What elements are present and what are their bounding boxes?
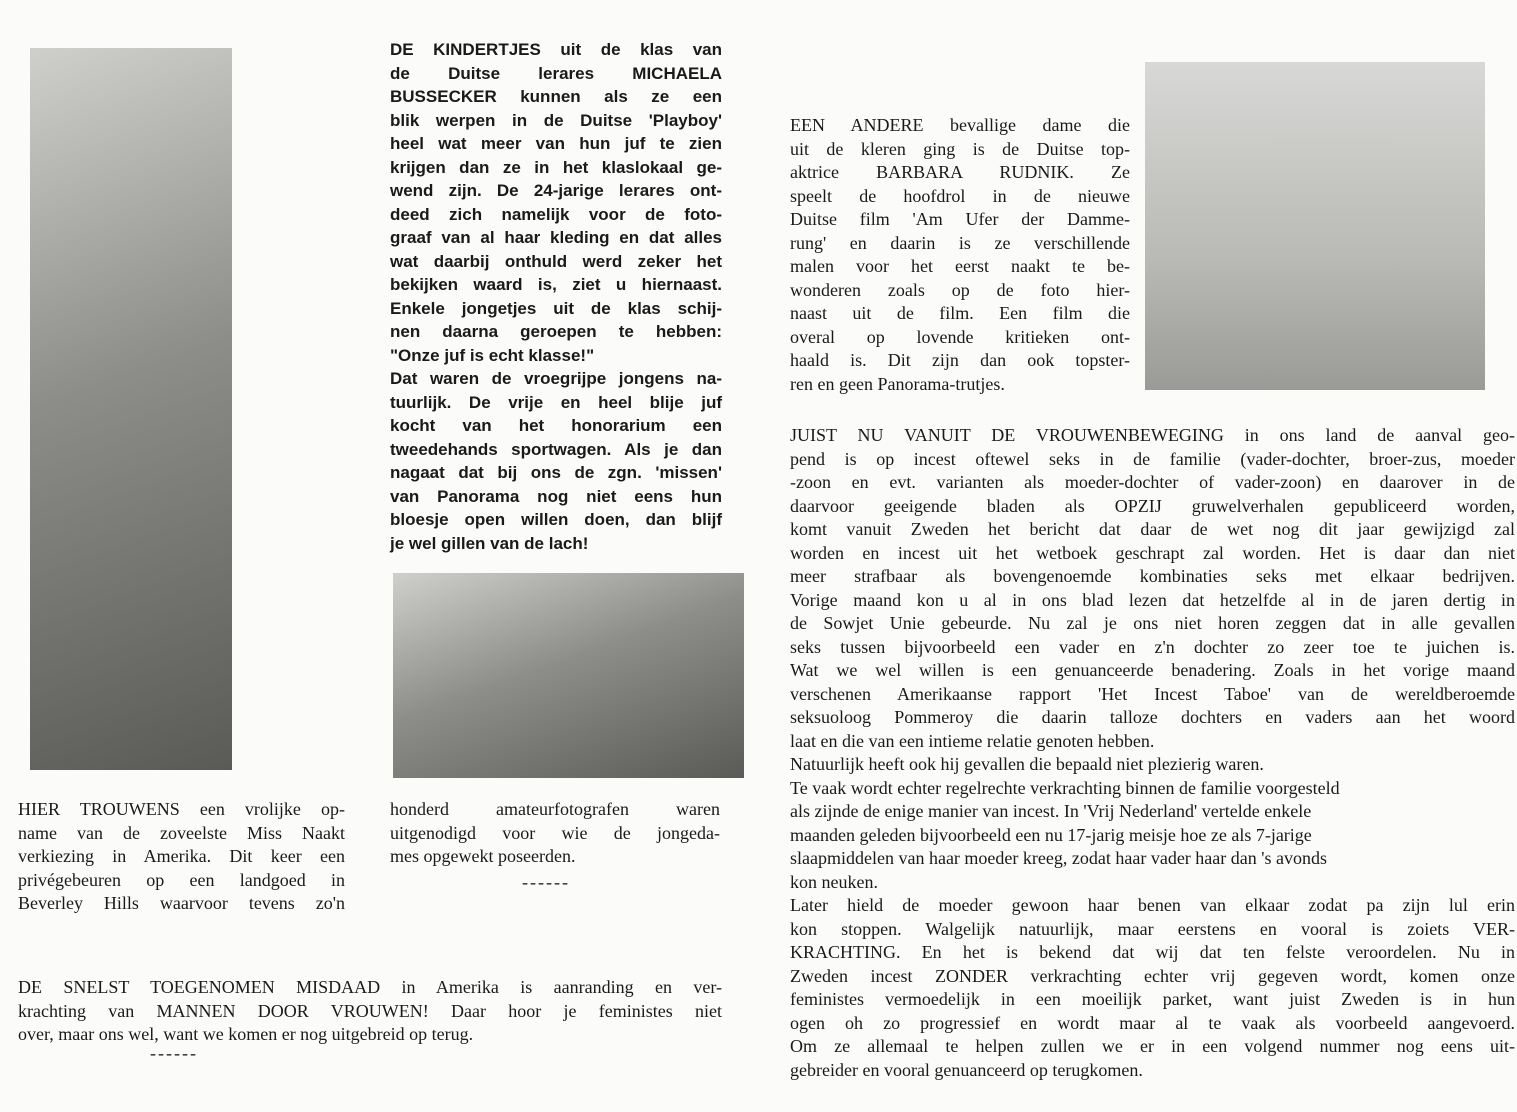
text-line: naast uit de film. Een film die bbox=[790, 303, 1130, 323]
bottom-separator: ------ bbox=[150, 1043, 198, 1063]
text-line: overal op lovende kritieken ont- bbox=[790, 326, 1130, 347]
text-line: Zweden incest ZONDER verkrachting echter vrij gegeven wordt, komen onze bbox=[790, 965, 1515, 986]
middle-article bbox=[390, 38, 722, 555]
text-line: maanden geleden bijvoorbeeld een nu 17-jarig meisje hoe ze als 7-jarige bbox=[790, 824, 1312, 845]
middle-caption bbox=[390, 798, 720, 869]
text-line: EEN ANDERE bevallige dame die bbox=[790, 115, 1130, 135]
text-line: haald is. Dit zijn dan ook topster- bbox=[790, 350, 1130, 370]
text-line: feministes vermoedelijk in een moeilijk parket, want juist Zweden is in hun bbox=[790, 989, 1515, 1009]
text-line: name van de zoveelste Miss Naakt bbox=[18, 822, 345, 843]
text-line: uit de kleren ging is de Duitse top- bbox=[790, 138, 1130, 159]
text-line: daarvoor geeigende bladen als OPZIJ gruwelverhalen gepubliceerd worden, bbox=[790, 495, 1515, 516]
text-line: laat en die van een intieme relatie genoten hebben. bbox=[790, 730, 1155, 751]
middle-separator: ------ bbox=[522, 872, 570, 892]
text-line: komt vanuit Zweden het bericht dat daar de wet nog dit jaar gewijzigd zal bbox=[790, 519, 1515, 539]
text-line: je wel gillen van de lach! bbox=[390, 533, 589, 553]
text-line: deed zich namelijk voor de foto- bbox=[390, 204, 722, 224]
text-line: tweedehands sportwagen. Als je dan bbox=[390, 439, 722, 459]
text-line: Dat waren de vroegrijpe jongens na- bbox=[390, 369, 722, 388]
text-line: Om ze allemaal te helpen zullen we er in een volgend nummer nog eens uit- bbox=[790, 1036, 1515, 1056]
text-line: seksuoloog Pommeroy die daarin talloze dochters en vaders aan het woord bbox=[790, 707, 1515, 727]
text-line: over, maar ons wel, want we komen er nog uitgebreid op terug. bbox=[18, 1024, 474, 1044]
text-line: privégebeuren op een landgoed in bbox=[18, 869, 345, 890]
text-line: pend is op incest oftewel seks in de familie (vader-dochter, broer-zus, moeder bbox=[790, 448, 1515, 469]
text-line: Vorige maand kon u al in ons blad lezen dat hetzelfde al in de jaren dertig in bbox=[790, 589, 1515, 610]
text-line: heel wat meer van hun juf te zien bbox=[390, 134, 722, 153]
text-line: Wat we wel willen is een genuanceerde benadering. Zoals in het vorige maand bbox=[790, 660, 1515, 680]
text-line: ogen oh zo progressief en wordt maar al te vaak als voorbeeld aangevoerd. bbox=[790, 1012, 1515, 1033]
text-line: blik werpen in de Duitse 'Playboy' bbox=[390, 110, 722, 130]
text-line: als zijnde de enige manier van incest. In 'Vrij Nederland' vertelde enkele bbox=[790, 801, 1312, 821]
text-line: speelt de hoofdrol in de nieuwe bbox=[790, 185, 1130, 206]
incest-article bbox=[790, 424, 1515, 1082]
text-line: bekijken waard is, ziet u hiernaast. bbox=[390, 275, 722, 294]
text-line: mes opgewekt poseerden. bbox=[390, 846, 576, 866]
text-line: malen voor het eerst naakt te be- bbox=[790, 256, 1130, 276]
text-line: wonderen zoals op de foto hier- bbox=[790, 279, 1130, 300]
text-line: Te vaak wordt echter regelrechte verkrachting binnen de familie voorgesteld bbox=[790, 777, 1340, 798]
text-line: nagaat dat bij ons de zgn. 'missen' bbox=[390, 463, 722, 482]
text-line: krijgen dan ze in het klaslokaal ge- bbox=[390, 157, 722, 177]
text-line: kon stoppen. Walgelijk natuurlijk, maar eerstens en vooral is zoiets VER- bbox=[790, 918, 1515, 939]
text-line: seks tussen bijvoorbeeld een vader en z'n dochter zo zeer toe te juichen is. bbox=[790, 636, 1515, 657]
text-line: JUIST NU VANUIT DE VROUWENBEWEGING in ons land de aanval geo- bbox=[790, 425, 1515, 445]
text-line: rung' en daarin is ze verschillende bbox=[790, 232, 1130, 253]
text-line: Natuurlijk heeft ook hij gevallen die bepaald niet plezierig waren. bbox=[790, 754, 1264, 774]
text-line: meer strafbaar als bovengenoemde kombinaties seks met elkaar bedrijven. bbox=[790, 566, 1515, 586]
text-line: verkiezing in Amerika. Dit keer een bbox=[18, 846, 345, 866]
text-line: HIER TROUWENS een vrolijke op- bbox=[18, 799, 345, 819]
right-top-article bbox=[790, 114, 1130, 396]
text-line: slaapmiddelen van haar moeder kreeg, zodat haar vader haar dan 's avonds bbox=[790, 848, 1328, 868]
text-line: Beverley Hills waarvoor tevens zo'n bbox=[18, 893, 345, 913]
text-line: gebreider en vooral genuanceerd op terugkomen. bbox=[790, 1059, 1143, 1080]
text-line: verschenen Amerikaanse rapport 'Het Incest Taboe' van de wereldberoemde bbox=[790, 683, 1515, 704]
photo-film-still bbox=[1145, 62, 1485, 390]
text-line: kocht van het honorarium een bbox=[390, 416, 722, 435]
text-line: ren en geen Panorama-trutjes. bbox=[790, 373, 1005, 394]
photo-group bbox=[393, 573, 744, 778]
text-line: worden en incest uit het wetboek geschrapt zal worden. Het is daar dan niet bbox=[790, 542, 1515, 563]
text-line: Duitse film 'Am Ufer der Damme- bbox=[790, 209, 1130, 229]
text-line: BUSSECKER kunnen als ze een bbox=[390, 87, 722, 106]
text-line: kon neuken. bbox=[790, 871, 878, 892]
text-line: aktrice BARBARA RUDNIK. Ze bbox=[790, 162, 1130, 182]
text-line: de Sowjet Unie gebeurde. Nu zal je ons niet horen zeggen dat in alle gevallen bbox=[790, 613, 1515, 633]
text-line: honderd amateurfotografen waren bbox=[390, 799, 720, 819]
text-line: "Onze juf is echt klasse!" bbox=[390, 345, 595, 365]
text-line: wat daarbij onthuld werd zeker het bbox=[390, 251, 722, 271]
text-line: tuurlijk. De vrije en heel blije juf bbox=[390, 392, 722, 412]
text-line: wend zijn. De 24-jarige lerares ont- bbox=[390, 181, 722, 200]
text-line: Enkele jongetjes uit de klas schij- bbox=[390, 298, 722, 318]
text-line: bloesje open willen doen, dan blijf bbox=[390, 510, 722, 529]
text-line: graaf van al haar kleding en dat alles bbox=[390, 228, 722, 247]
text-line: de Duitse lerares MICHAELA bbox=[390, 63, 722, 83]
bottom-article bbox=[18, 976, 722, 1047]
text-line: van Panorama nog niet eens hun bbox=[390, 486, 722, 506]
text-line: KRACHTING. En het is bekend dat wij dat ten felste veroordelen. Nu in bbox=[790, 942, 1515, 962]
text-line: Later hield de moeder gewoon haar benen van elkaar zodat pa zijn lul erin bbox=[790, 895, 1515, 915]
text-line: -zoon en evt. varianten als moeder-dochter of vader-zoon) en daarover in de bbox=[790, 472, 1515, 492]
text-line: DE KINDERTJES uit de klas van bbox=[390, 40, 722, 59]
left-caption bbox=[18, 798, 345, 916]
text-line: krachting van MANNEN DOOR VROUWEN! Daar hoor je feministes niet bbox=[18, 1000, 722, 1021]
photo-left-portrait bbox=[30, 48, 232, 770]
text-line: DE SNELST TOEGENOMEN MISDAAD in Amerika is aanranding en ver- bbox=[18, 977, 722, 997]
text-line: uitgenodigd voor wie de jongeda- bbox=[390, 822, 720, 843]
text-line: nen daarna geroepen te hebben: bbox=[390, 322, 722, 341]
